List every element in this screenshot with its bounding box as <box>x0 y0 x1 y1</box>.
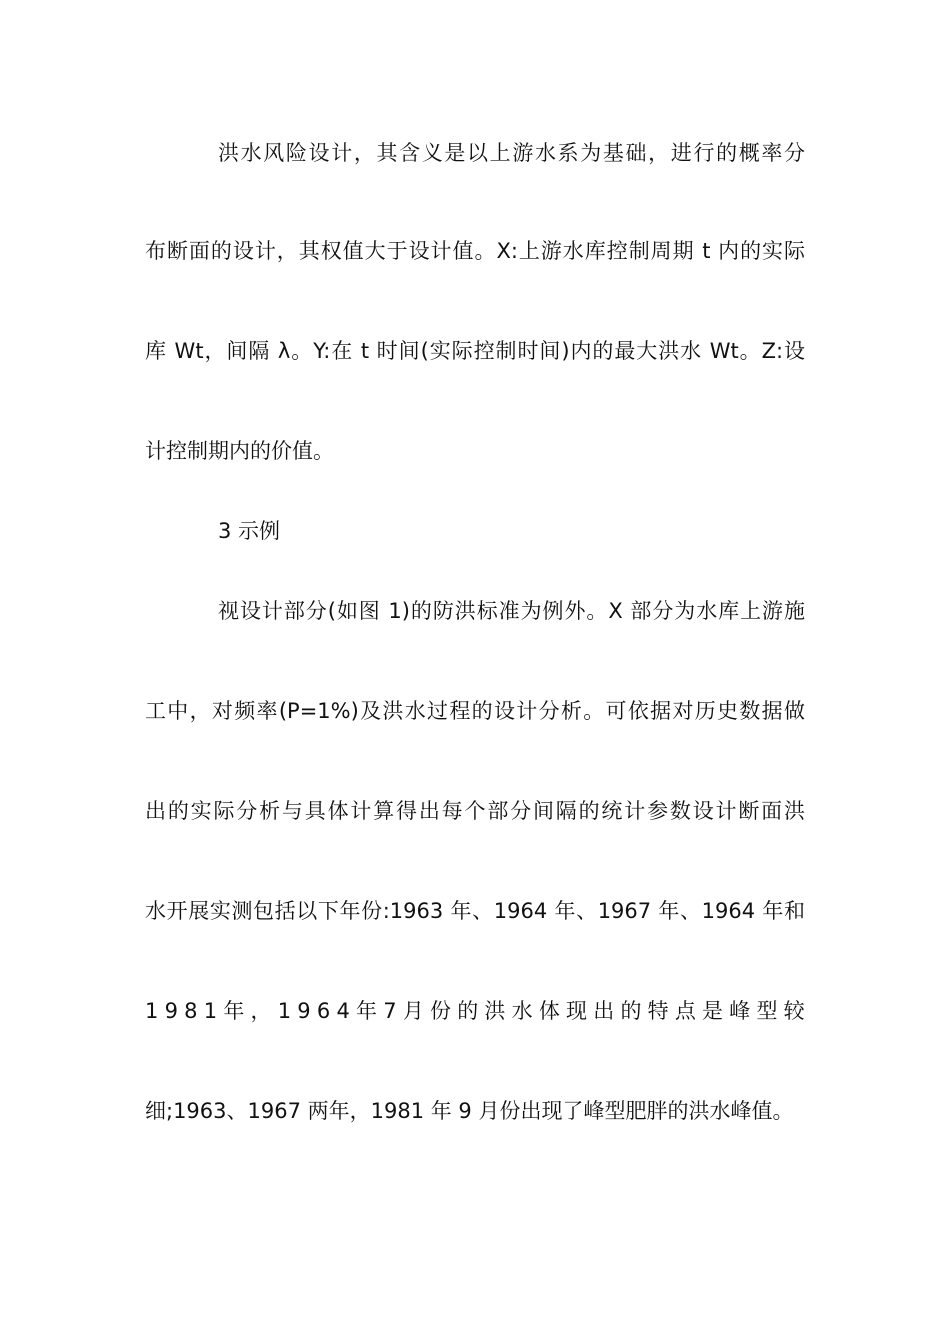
paragraph-line: 视设计部分(如图 1)的防洪标准为例外。X 部分为水库上游施 <box>218 599 805 623</box>
char: 特 <box>647 999 669 1023</box>
char: 1 <box>203 999 218 1023</box>
paragraph-line: 工中，对频率(P=1%)及洪水过程的设计分析。可依据对历史数据做 <box>145 699 805 723</box>
char: 6 <box>316 999 331 1023</box>
char: 的 <box>620 999 642 1023</box>
char: 较 <box>783 999 805 1023</box>
paragraph-line-spaced <box>145 996 805 1026</box>
char: 峰 <box>729 999 751 1023</box>
char: 9 <box>297 999 311 1023</box>
char: 1 <box>145 999 159 1023</box>
paragraph-line: 库 Wt，间隔 λ。Y:在 t 时间(实际控制时间)内的最大洪水 Wt。Z:设 <box>145 339 805 363</box>
paragraph-line: 出的实际分析与具体计算得出每个部分间隔的统计参数设计断面洪 <box>145 799 805 823</box>
char: 洪 <box>484 999 506 1023</box>
paragraph-line: 布断面的设计，其权值大于设计值。X:上游水库控制周期 t 内的实际 <box>145 239 805 263</box>
char: 份 <box>430 999 452 1023</box>
char: 现 <box>566 999 588 1023</box>
paragraph-line: 计控制期内的价值。 <box>145 439 334 463</box>
char: 月 <box>402 999 424 1023</box>
char: 4 <box>336 999 350 1023</box>
char: 7 <box>383 999 397 1023</box>
char: 的 <box>457 999 479 1023</box>
char: 年 <box>356 999 378 1023</box>
section-heading: 3 示例 <box>218 519 281 543</box>
char: 9 <box>164 999 178 1023</box>
paragraph-line: 水开展实测包括以下年份:1963 年、1964 年、1967 年、1964 年和 <box>145 899 805 923</box>
char: ， <box>250 999 272 1023</box>
paragraph-line: 细;1963、1967 两年，1981 年 9 月份出现了峰型肥胖的洪水峰值。 <box>145 1099 794 1123</box>
char: 年 <box>223 999 245 1023</box>
char: 出 <box>593 999 615 1023</box>
char: 型 <box>756 999 778 1023</box>
char: 水 <box>511 999 533 1023</box>
char: 1 <box>277 999 292 1023</box>
char: 是 <box>702 999 724 1023</box>
char: 点 <box>674 999 696 1023</box>
char: 8 <box>184 999 198 1023</box>
char: 体 <box>538 999 560 1023</box>
paragraph-line: 洪水风险设计，其含义是以上游水系为基础，进行的概率分 <box>218 141 805 165</box>
